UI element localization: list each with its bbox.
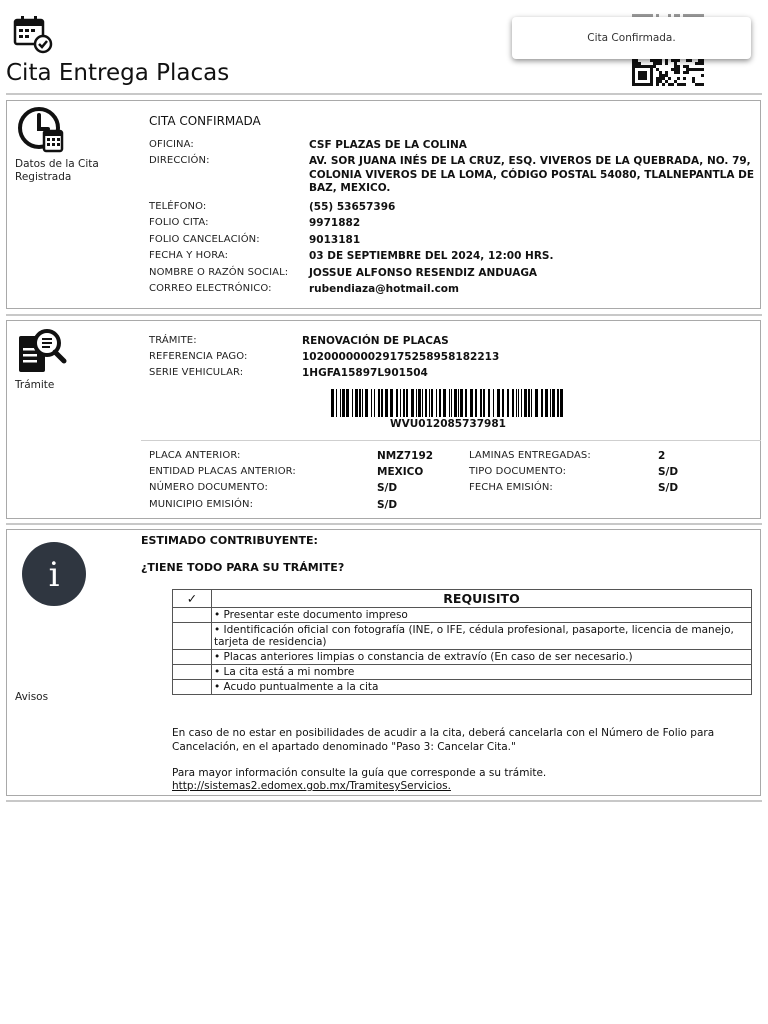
- divider: [6, 523, 762, 525]
- divider: [141, 440, 761, 441]
- nombre-value: JOSSUE ALFONSO RESENDIZ ANDUAGA: [309, 267, 538, 279]
- telefono-value: (55) 53657396: [309, 201, 396, 213]
- divider: [6, 93, 762, 95]
- numero-documento-label: NÚMERO DOCUMENTO:: [149, 482, 268, 493]
- requisito-cell: • Identificación oficial con fotografía (INE, o IFE, cédula profesional, pasaporte, licencia de manejo, tarjeta de residencia): [212, 623, 752, 650]
- info-note: Para mayor información consulte la guía que corresponde a su trámite.: [172, 767, 547, 779]
- serie-vehicular-value: 1HGFA15897L901504: [302, 367, 428, 379]
- fecha-emision-label: FECHA EMISIÓN:: [469, 482, 553, 493]
- entidad-placas-label: ENTIDAD PLACAS ANTERIOR:: [149, 466, 296, 477]
- direccion-value: AV. SOR JUANA INÉS DE LA CRUZ, ESQ. VIVEROS DE LA QUEBRADA, NO. 79, COLONIA VIVEROS DE LA LOMA, CÓDIGO POSTAL 54080, TLALNEPANTLA DE BAZ, MEXICO.: [309, 155, 755, 194]
- check-cell[interactable]: [173, 665, 212, 680]
- requisito-cell: • Presentar este documento impreso: [212, 608, 752, 623]
- folio-cita-label: FOLIO CITA:: [149, 217, 209, 228]
- requisito-cell: • Placas anteriores limpias o constancia de extravío (En caso de ser necesario.): [212, 650, 752, 665]
- document-search-icon: [17, 326, 67, 376]
- confirmation-toast[interactable]: [512, 17, 751, 59]
- placa-anterior-label: PLACA ANTERIOR:: [149, 450, 241, 461]
- svg-text:i: i: [48, 555, 60, 595]
- tramite-value: RENOVACIÓN DE PLACAS: [302, 335, 449, 347]
- municipio-emision-label: MUNICIPIO EMISIÓN:: [149, 499, 254, 510]
- page-title: Cita Entrega Placas: [6, 60, 230, 86]
- oficina-value: CSF PLAZAS DE LA COLINA: [309, 139, 467, 151]
- entidad-placas-value: MEXICO: [377, 466, 424, 478]
- laminas-value: 2: [658, 450, 666, 462]
- barcode: [331, 389, 565, 417]
- table-row: [173, 665, 752, 680]
- divider: [6, 800, 762, 802]
- tipo-documento-value: S/D: [658, 466, 679, 478]
- numero-documento-value: S/D: [377, 482, 398, 494]
- tramite-side-label: Trámite: [15, 379, 55, 391]
- avisos-side-label: Avisos: [15, 691, 49, 703]
- divider: [6, 314, 762, 316]
- folio-cita-value: 9971882: [309, 217, 361, 229]
- table-row: [173, 650, 752, 665]
- fecha-hora-label: FECHA Y HORA:: [149, 250, 229, 261]
- cita-side-label: Datos de la Cita Registrada: [15, 158, 99, 183]
- barcode-text: WVU012085737981: [390, 418, 506, 430]
- avisos-heading-2: ¿TIENE TODO PARA SU TRÁMITE?: [141, 561, 345, 574]
- correo-value: rubendiaza@hotmail.com: [309, 283, 459, 295]
- laminas-label: LAMINAS ENTREGADAS:: [469, 450, 591, 461]
- requisito-cell: • Acudo puntualmente a la cita: [212, 680, 752, 695]
- tramite-label: TRÁMITE:: [149, 335, 197, 346]
- fecha-hora-value: 03 DE SEPTIEMBRE DEL 2024, 12:00 HRS.: [309, 250, 554, 262]
- table-row: [173, 623, 752, 650]
- fecha-emision-value: S/D: [658, 482, 679, 494]
- avisos-heading-1: ESTIMADO CONTRIBUYENTE:: [141, 534, 318, 547]
- check-cell[interactable]: [173, 623, 212, 650]
- check-column-header: ✓: [173, 590, 212, 608]
- requisito-cell: • La cita está a mi nombre: [212, 665, 752, 680]
- toast-message: Cita Confirmada.: [587, 32, 676, 44]
- requisito-column-header: REQUISITO: [212, 590, 752, 608]
- folio-cancelacion-label: FOLIO CANCELACIÓN:: [149, 234, 260, 245]
- municipio-emision-value: S/D: [377, 499, 398, 511]
- referencia-pago-label: REFERENCIA PAGO:: [149, 351, 248, 362]
- tipo-documento-label: TIPO DOCUMENTO:: [469, 466, 567, 477]
- correo-label: CORREO ELECTRÓNICO:: [149, 283, 272, 294]
- cancel-note: En caso de no estar en posibilidades de acudir a la cita, deberá cancelarla con el Número de Folio para Cancelación, en el apartado denominado "Paso 3: Cancelar Cita.": [172, 727, 715, 753]
- serie-vehicular-label: SERIE VEHICULAR:: [149, 367, 244, 378]
- nombre-label: NOMBRE O RAZÓN SOCIAL:: [149, 267, 289, 278]
- table-row: [173, 680, 752, 695]
- direccion-label: DIRECCIÓN:: [149, 155, 210, 166]
- cita-heading: CITA CONFIRMADA: [149, 114, 261, 128]
- folio-cancelacion-value: 9013181: [309, 234, 361, 246]
- check-cell[interactable]: [173, 650, 212, 665]
- placa-anterior-value: NMZ7192: [377, 450, 434, 462]
- telefono-label: TELÉFONO:: [149, 201, 207, 212]
- calendar-check-icon: [13, 14, 55, 54]
- table-row: [173, 608, 752, 623]
- check-cell[interactable]: [173, 608, 212, 623]
- referencia-pago-value: 1020000000291752589581822​13: [302, 351, 500, 363]
- tramites-link[interactable]: http://sistemas2.edomex.gob.mx/TramitesyServicios.: [172, 780, 451, 792]
- info-icon: [22, 542, 86, 606]
- check-cell[interactable]: [173, 680, 212, 695]
- requisitos-table: [172, 589, 752, 695]
- clock-calendar-icon: [17, 106, 65, 154]
- oficina-label: OFICINA:: [149, 139, 194, 150]
